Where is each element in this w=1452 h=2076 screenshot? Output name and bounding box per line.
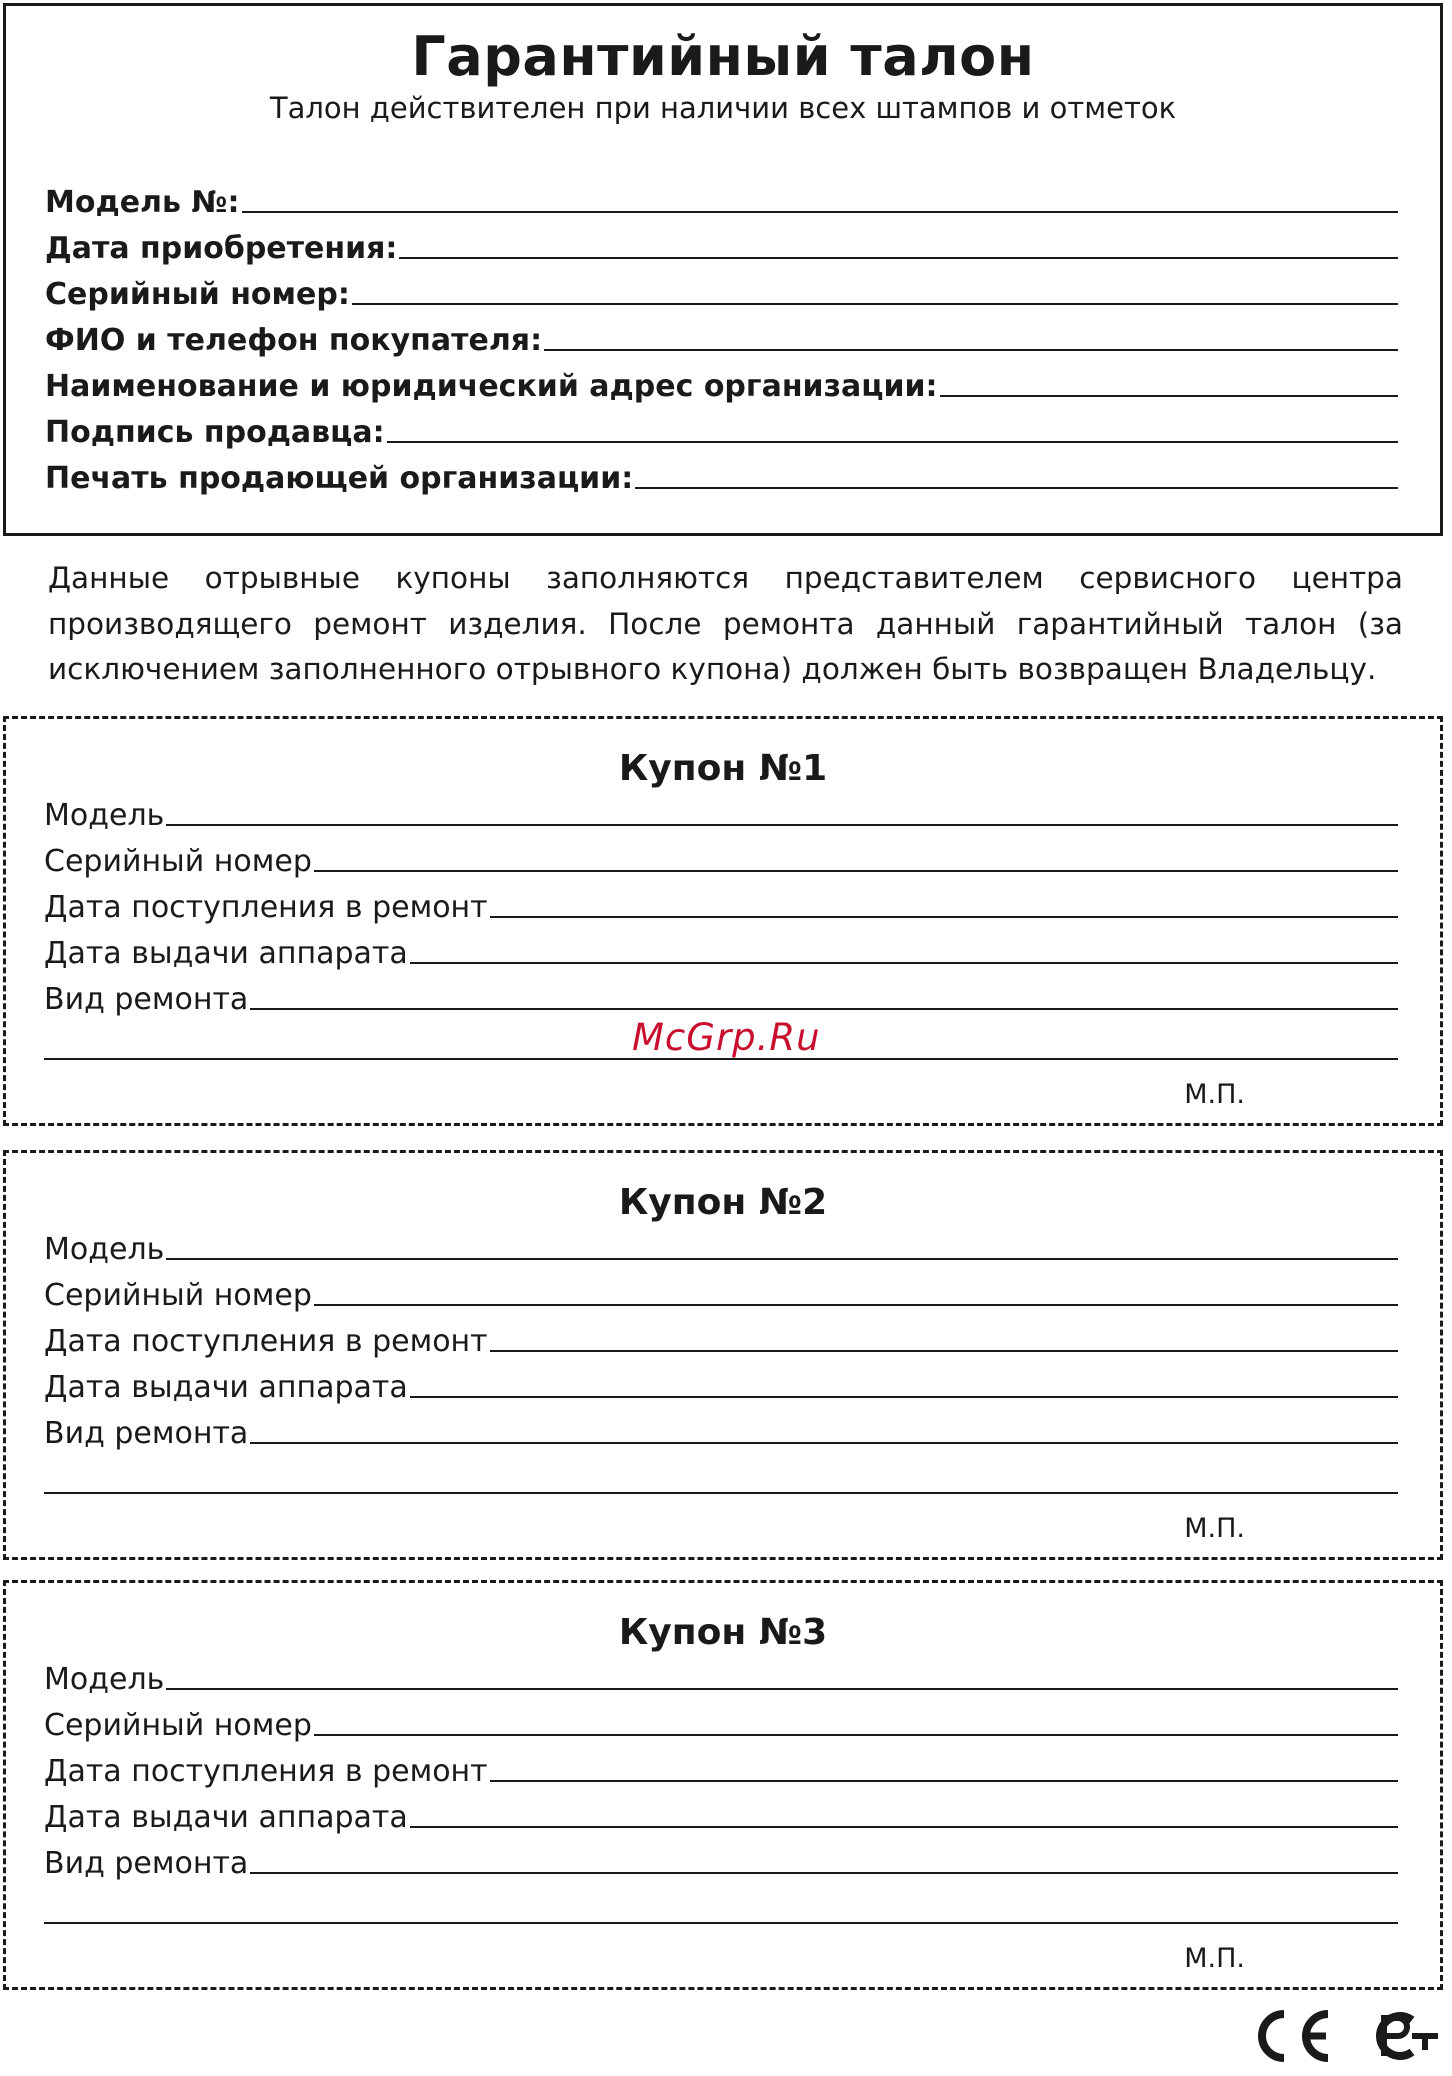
field-seller-stamp <box>45 452 1398 498</box>
fill-in-line <box>544 348 1398 351</box>
coupon-field-received-date <box>44 1315 1398 1361</box>
coupon-field-repair-type <box>44 1837 1398 1883</box>
warranty-field-list <box>45 176 1398 498</box>
coupon-field-return-date <box>44 1791 1398 1837</box>
field-label: Вид ремонта <box>44 1846 249 1881</box>
fill-in-line <box>314 1733 1398 1736</box>
field-label: Вид ремонта <box>44 982 249 1017</box>
field-buyer-name-phone <box>45 314 1398 360</box>
field-purchase-date <box>45 222 1398 268</box>
fill-in-line <box>387 440 1398 443</box>
fill-in-line <box>410 1395 1398 1398</box>
blank-line <box>44 1922 1398 1924</box>
field-label: Модель <box>44 1232 165 1267</box>
rst-mark-icon <box>1380 2016 1438 2056</box>
watermark-link[interactable]: McGrp.Ru <box>632 1016 821 1059</box>
coupon-field-list <box>44 1223 1398 1453</box>
fill-in-line <box>490 1779 1398 1782</box>
field-label: Дата поступления в ремонт <box>44 1754 488 1789</box>
coupon-1 <box>3 716 1443 1126</box>
certification-marks <box>1232 1996 1452 2076</box>
field-label: Модель <box>44 1662 165 1697</box>
fill-in-line <box>250 1441 1398 1444</box>
fill-in-line <box>250 1007 1398 1010</box>
field-label: Серийный номер <box>44 844 312 879</box>
coupon-field-list <box>44 789 1398 1019</box>
field-label: Серийный номер <box>44 1278 312 1313</box>
fill-in-line <box>314 1303 1398 1306</box>
coupon-field-return-date <box>44 1361 1398 1407</box>
fill-in-line <box>399 256 1398 259</box>
fill-in-line <box>166 1687 1398 1690</box>
field-model-number <box>45 176 1398 222</box>
fill-in-line <box>490 1349 1398 1352</box>
coupon-title: Купон №2 <box>618 1182 828 1223</box>
coupon-title: Купон №1 <box>618 748 828 789</box>
coupon-field-serial <box>44 1699 1398 1745</box>
field-label: Модель №: <box>45 185 240 220</box>
fill-in-line <box>410 961 1398 964</box>
blank-line <box>44 1492 1398 1494</box>
coupon-field-serial <box>44 1269 1398 1315</box>
field-label: Серийный номер: <box>45 277 350 312</box>
fill-in-line <box>635 486 1398 489</box>
coupon-title: Купон №3 <box>618 1612 828 1653</box>
fill-in-line <box>166 823 1398 826</box>
field-label: Дата выдачи аппарата <box>44 1800 408 1835</box>
coupon-field-repair-type <box>44 973 1398 1019</box>
coupon-field-received-date <box>44 881 1398 927</box>
field-label: Дата выдачи аппарата <box>44 1370 408 1405</box>
field-label: Серийный номер <box>44 1708 312 1743</box>
coupon-field-model <box>44 1653 1398 1699</box>
field-serial-number <box>45 268 1398 314</box>
fill-in-line <box>352 302 1398 305</box>
coupon-field-model <box>44 1223 1398 1269</box>
fill-in-line <box>250 1871 1398 1874</box>
field-label: Подпись продавца: <box>45 415 385 450</box>
stamp-label: М.П. <box>1184 1943 1245 1974</box>
field-label: Модель <box>44 798 165 833</box>
fill-in-line <box>490 915 1398 918</box>
field-label: Печать продающей организации: <box>45 461 634 496</box>
field-seller-signature <box>45 406 1398 452</box>
coupon-3 <box>3 1580 1443 1990</box>
field-label: Дата приобретения: <box>45 231 398 266</box>
stamp-label: М.П. <box>1184 1513 1245 1544</box>
stamp-label: М.П. <box>1184 1079 1245 1110</box>
coupon-2 <box>3 1150 1443 1560</box>
coupon-instructions: Данные отрывные купоны заполняются представителем сервисного центра производящего ремонт изделия. После ремонта данный гарантийный талон (за исключением заполненного отрывного купона) должен быть возвращен Владельцу. <box>48 561 1403 686</box>
field-label: Вид ремонта <box>44 1416 249 1451</box>
coupon-field-serial <box>44 835 1398 881</box>
field-label: Дата поступления в ремонт <box>44 890 488 925</box>
coupon-field-received-date <box>44 1745 1398 1791</box>
field-label: Дата поступления в ремонт <box>44 1324 488 1359</box>
field-label: Дата выдачи аппарата <box>44 936 408 971</box>
field-label: Наименование и юридический адрес организации: <box>45 369 938 404</box>
warranty-card <box>3 3 1443 536</box>
fill-in-line <box>314 869 1398 872</box>
fill-in-line <box>940 394 1398 397</box>
fill-in-line <box>242 210 1398 213</box>
ce-mark-icon <box>1262 2014 1328 2058</box>
warranty-subtitle: Талон действителен при наличии всех штампов и отметок <box>269 91 1177 125</box>
warranty-title: Гарантийный талон <box>411 25 1035 88</box>
coupon-field-repair-type <box>44 1407 1398 1453</box>
coupon-field-return-date <box>44 927 1398 973</box>
field-organization-address <box>45 360 1398 406</box>
fill-in-line <box>410 1825 1398 1828</box>
field-label: ФИО и телефон покупателя: <box>45 323 543 358</box>
fill-in-line <box>166 1257 1398 1260</box>
coupon-field-model <box>44 789 1398 835</box>
coupon-field-list <box>44 1653 1398 1883</box>
